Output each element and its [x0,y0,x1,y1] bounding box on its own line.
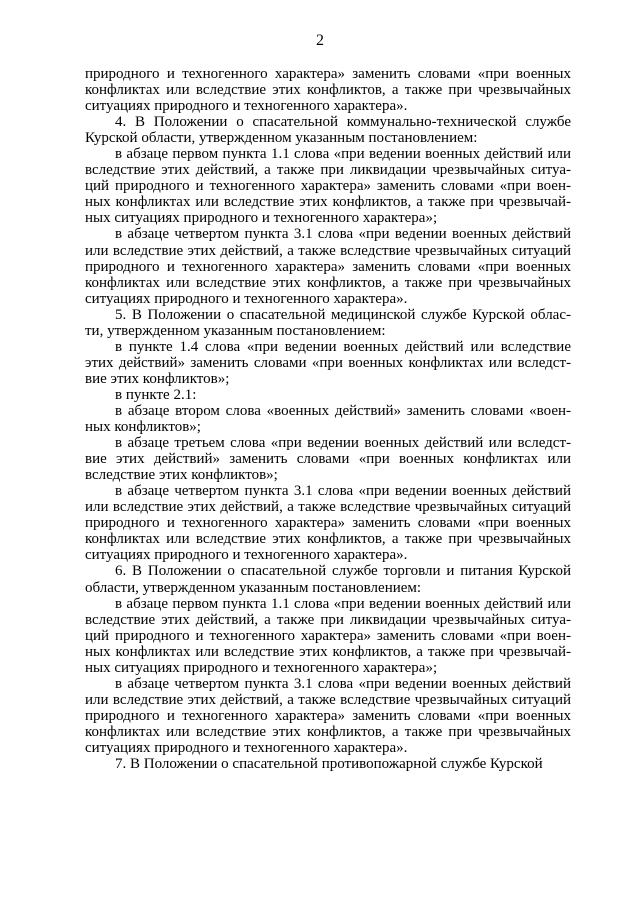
paragraph: в пункте 1.4 слова «при ведении военных действий или вследствие этих действий» заменить словами «при военных конфликтах или вследст-вие этих конфликтов»; [85,338,571,387]
paragraph: природного и техногенного характера» заменить словами «при военных конфликтах или вследствие этих конфликтов, а также при чрезвычайных ситуациях природного и техногенного характера». [85,66,571,115]
paragraph: в абзаце четвертом пункта 3.1 слова «при ведении военных действий или вследствие этих действий, а также вследствие чрезвычайных ситуаций природного и техногенного характера» заменить словами «при военных конфликтах или вследствие этих конфликтов, а также при чрезвычайных ситуациях природного и техногенного характера». [85,483,571,564]
page-number: 2 [316,32,324,49]
paragraph: в абзаце втором слова «военных действий» заменить словами «воен-ных конфликтов»; [85,402,571,436]
paragraph: в абзаце третьем слова «при ведении военных действий или вследст-вие этих действий» заменить словами «при военных конфликтах или вследствие этих конфликтов»; [85,435,571,484]
paragraph: 7. В Положении о спасательной противопожарной службе Курской [115,756,543,773]
paragraph: в абзаце первом пункта 1.1 слова «при ведении военных действий или вследствие этих действий, а также при ликвидации чрезвычайных ситуа-ций природного и техногенного характера» заменить словами «при воен-ных конфликтах или вследствие этих конфликтов, а также при чрезвычай-ных ситуациях природного и техногенного характера»; [85,146,571,227]
paragraph: 5. В Положении о спасательной медицинской службе Курской облас-ти, утвержденном указанным постановлением: [85,306,571,339]
paragraph: в пункте 2.1: [115,386,197,403]
paragraph: 4. В Положении о спасательной коммунально-технической службе Курской области, утвержденном указанным постановлением: [85,114,571,147]
document-body [85,66,571,772]
paragraph: в абзаце четвертом пункта 3.1 слова «при ведении военных действий или вследствие этих действий, а также вследствие чрезвычайных ситуаций природного и техногенного характера» заменить словами «при военных конфликтах или вследствие этих конфликтов, а также при чрезвычайных ситуациях природного и техногенного характера». [85,675,571,756]
paragraph: в абзаце четвертом пункта 3.1 слова «при ведении военных действий или вследствие этих действий, а также вследствие чрезвычайных ситуаций природного и техногенного характера» заменить словами «при военных конфликтах или вследствие этих конфликтов, а также при чрезвычайных ситуациях природного и техногенного характера». [85,226,571,307]
paragraph: 6. В Положении о спасательной службе торговли и питания Курской области, утвержденном указанным постановлением: [85,563,571,596]
paragraph: в абзаце первом пункта 1.1 слова «при ведении военных действий или вследствие этих действий, а также при ликвидации чрезвычайных ситуа-ций природного и техногенного характера» заменить словами «при воен-ных конфликтах или вследствие этих конфликтов, а также при чрезвычай-ных ситуациях природного и техногенного характера»; [85,595,571,676]
